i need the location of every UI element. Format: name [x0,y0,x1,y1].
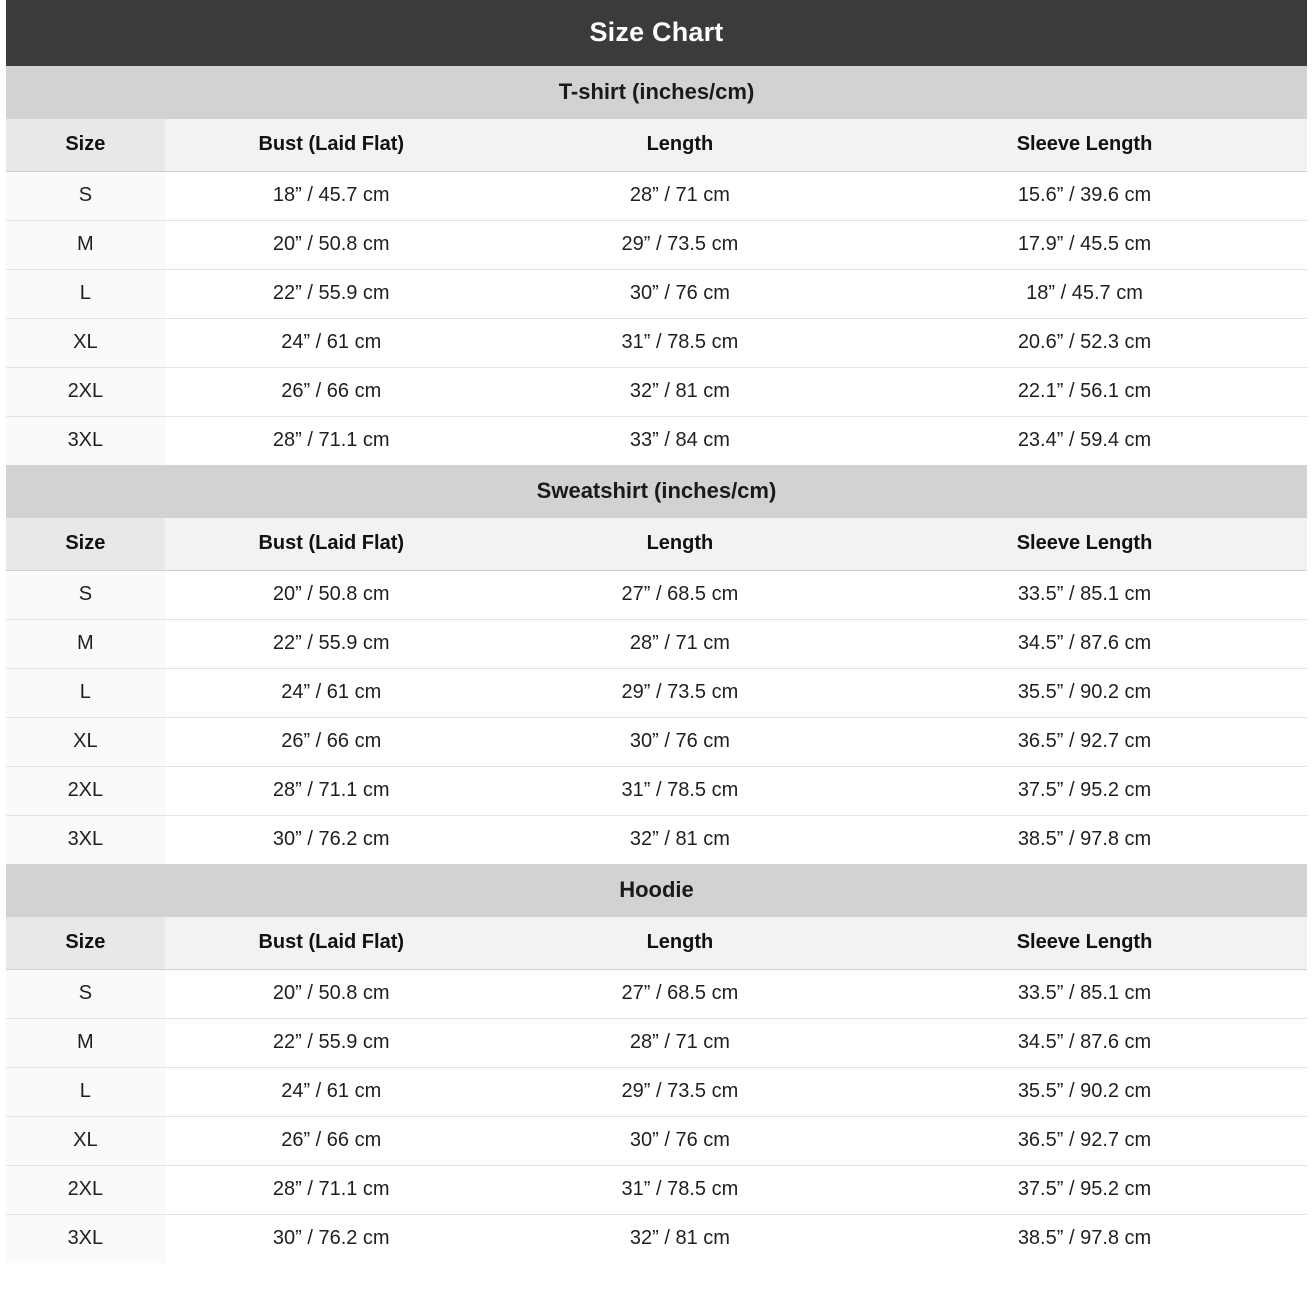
column-header-bust: Bust (Laid Flat) [165,917,498,970]
cell-sleeve: 20.6” / 52.3 cm [862,319,1307,368]
cell-size: S [6,571,165,620]
table-header-row [6,518,1307,571]
column-header-bust: Bust (Laid Flat) [165,518,498,571]
table-row [6,1215,1307,1264]
column-header-length: Length [498,119,862,172]
hoodie-size-table [6,917,1307,1263]
cell-bust: 26” / 66 cm [165,1117,498,1166]
cell-bust: 26” / 66 cm [165,718,498,767]
cell-length: 28” / 71 cm [498,620,862,669]
table-row [6,1068,1307,1117]
table-row [6,767,1307,816]
section-heading-hoodie: Hoodie [6,864,1307,917]
cell-size: 2XL [6,368,165,417]
cell-sleeve: 36.5” / 92.7 cm [862,718,1307,767]
section-heading-tshirt: T-shirt (inches/cm) [6,66,1307,119]
table-row [6,620,1307,669]
cell-length: 31” / 78.5 cm [498,319,862,368]
table-row [6,669,1307,718]
table-row [6,1166,1307,1215]
cell-size: M [6,221,165,270]
cell-bust: 24” / 61 cm [165,669,498,718]
cell-length: 32” / 81 cm [498,368,862,417]
cell-bust: 22” / 55.9 cm [165,1019,498,1068]
cell-sleeve: 37.5” / 95.2 cm [862,767,1307,816]
table-row [6,1117,1307,1166]
cell-bust: 30” / 76.2 cm [272,1227,390,1249]
cell-length: 27” / 68.5 cm [498,970,862,1019]
cell-sleeve: 34.5” / 87.6 cm [862,620,1307,669]
column-header-sleeve-length: Sleeve Length [862,119,1307,172]
cell-size: L [6,669,165,718]
cell-bust: 22” / 55.9 cm [165,270,498,319]
cell-size: XL [6,718,165,767]
sweatshirt-size-table [6,518,1307,864]
column-header-sleeve-length: Sleeve Length [862,917,1307,970]
cell-sleeve: 36.5” / 92.7 cm [862,1117,1307,1166]
cell-length: 29” / 73.5 cm [498,669,862,718]
cell-sleeve: 37.5” / 95.2 cm [862,1166,1307,1215]
cell-size: XL [6,319,165,368]
cell-sleeve: 23.4” / 59.4 cm [1017,429,1152,451]
column-header-length: Length [498,518,862,571]
table-row [6,270,1307,319]
tshirt-size-table [6,119,1307,465]
table-row [6,718,1307,767]
table-row [6,368,1307,417]
table-row [6,417,1307,466]
cell-sleeve: 18” / 45.7 cm [862,270,1307,319]
cell-length: 29” / 73.5 cm [498,221,862,270]
cell-size: 2XL [6,767,165,816]
cell-length: 30” / 76 cm [498,1117,862,1166]
table-header-row [6,119,1307,172]
table-row [6,172,1307,221]
cell-size: 2XL [6,1166,165,1215]
cell-sleeve: 35.5” / 90.2 cm [862,1068,1307,1117]
cell-size: L [6,270,165,319]
table-row [6,1019,1307,1068]
cell-size: 3XL [6,816,165,865]
cell-bust: 30” / 76.2 cm [272,828,390,850]
cell-bust: 20” / 50.8 cm [165,571,498,620]
cell-sleeve: 38.5” / 97.8 cm [1017,828,1152,850]
column-header-size: Size [6,119,165,172]
cell-length: 31” / 78.5 cm [498,1166,862,1215]
column-header-bust: Bust (Laid Flat) [165,119,498,172]
cell-bust: 28” / 71.1 cm [272,429,390,451]
table-row [6,571,1307,620]
column-header-sleeve-length: Sleeve Length [862,518,1307,571]
cell-bust: 28” / 71.1 cm [165,767,498,816]
cell-bust: 22” / 55.9 cm [165,620,498,669]
cell-size: S [6,172,165,221]
cell-length: 29” / 73.5 cm [498,1068,862,1117]
cell-size: M [6,1019,165,1068]
cell-bust: 20” / 50.8 cm [165,221,498,270]
cell-size: XL [6,1117,165,1166]
cell-bust: 18” / 45.7 cm [165,172,498,221]
cell-bust: 20” / 50.8 cm [165,970,498,1019]
table-row [6,221,1307,270]
cell-sleeve: 33.5” / 85.1 cm [862,970,1307,1019]
cell-length: 31” / 78.5 cm [498,767,862,816]
cell-length: 32” / 81 cm [629,1227,730,1249]
cell-sleeve: 22.1” / 56.1 cm [862,368,1307,417]
cell-sleeve: 33.5” / 85.1 cm [862,571,1307,620]
column-header-size: Size [6,518,165,571]
cell-sleeve: 17.9” / 45.5 cm [862,221,1307,270]
section-heading-sweatshirt: Sweatshirt (inches/cm) [6,465,1307,518]
cell-length: 30” / 76 cm [498,718,862,767]
column-header-length: Length [498,917,862,970]
table-header-row [6,917,1307,970]
table-row [6,319,1307,368]
cell-sleeve: 15.6” / 39.6 cm [862,172,1307,221]
cell-size: M [6,620,165,669]
table-row [6,816,1307,865]
cell-length: 33” / 84 cm [629,429,730,451]
cell-length: 32” / 81 cm [629,828,730,850]
cell-size: 3XL [6,417,165,466]
cell-length: 28” / 71 cm [498,1019,862,1068]
cell-bust: 28” / 71.1 cm [165,1166,498,1215]
cell-length: 30” / 76 cm [498,270,862,319]
cell-size: S [6,970,165,1019]
page-title: Size Chart [6,0,1307,66]
column-header-size: Size [6,917,165,970]
cell-length: 28” / 71 cm [498,172,862,221]
table-row [6,970,1307,1019]
cell-sleeve: 34.5” / 87.6 cm [862,1019,1307,1068]
cell-length: 27” / 68.5 cm [498,571,862,620]
cell-bust: 24” / 61 cm [165,319,498,368]
cell-bust: 24” / 61 cm [165,1068,498,1117]
cell-sleeve: 35.5” / 90.2 cm [862,669,1307,718]
cell-sleeve: 38.5” / 97.8 cm [1017,1227,1152,1249]
cell-size: L [6,1068,165,1117]
cell-size: 3XL [6,1215,165,1264]
cell-bust: 26” / 66 cm [165,368,498,417]
